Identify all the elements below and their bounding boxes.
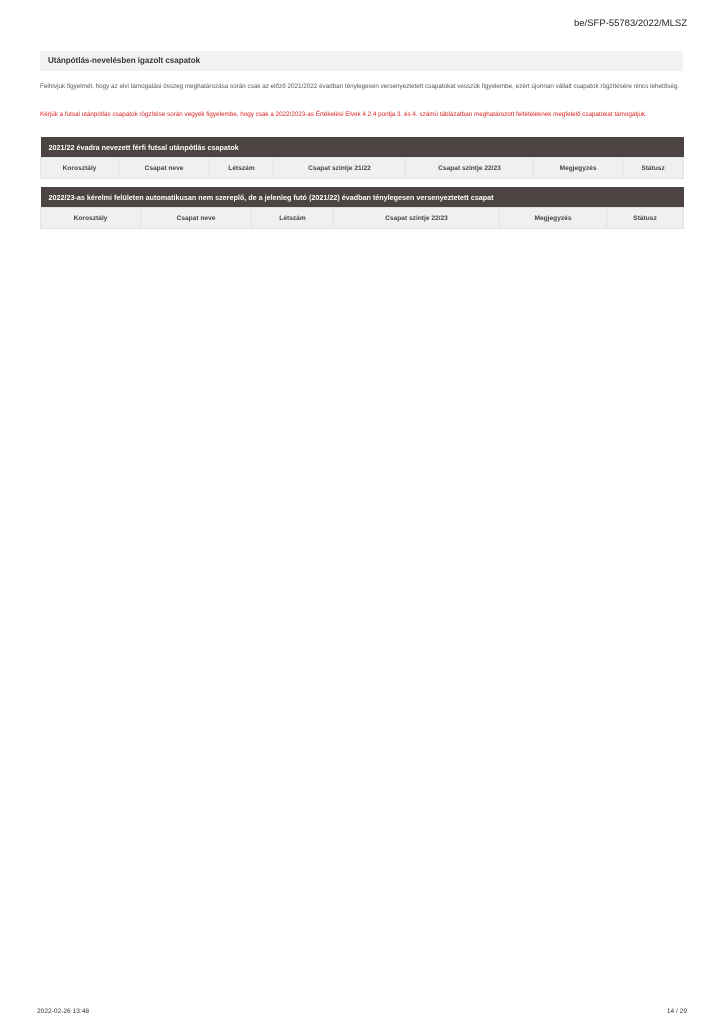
warning-notice: Kérjük a futsal utánpótlás csapatok rögzítése során vegyék figyelembe, hogy csak a 2022/2023-as Értékelési Elvek 4.2.4 pontja 3. és 4. számú táblázatban meghatározott feltételeknek megfelelő csapatokat támogatjuk. (40, 111, 647, 118)
section-title: Utánpótlás-nevelésben igazolt csapatok (48, 56, 201, 65)
table-title: 2022/23-as kérelmi felületen automatikusan nem szereplő, de a jelenleg futó (2021/22) évadban ténylegesen versenyeztetett csapat (41, 187, 684, 208)
section-header (40, 51, 683, 71)
column-header-age-group: Korosztály (41, 158, 119, 179)
column-header-team-name: Csapat neve (141, 208, 252, 229)
column-header-team-name: Csapat neve (119, 158, 210, 179)
table-title: 2021/22 évadra nevezett férfi futsal utánpótlás csapatok (41, 137, 684, 158)
footer-timestamp: 2022-02-26 13:48 (37, 1008, 90, 1015)
column-header-status: Státusz (623, 158, 684, 179)
column-header-level-22-23: Csapat szintje 22/23 (334, 208, 500, 229)
column-header-headcount: Létszám (210, 158, 274, 179)
column-header-note: Megjegyzés (534, 158, 623, 179)
column-header-level-21-22: Csapat szintje 21/22 (274, 158, 406, 179)
column-header-note: Megjegyzés (500, 208, 607, 229)
page-number: 14 / 29 (666, 1008, 687, 1015)
document-reference: be/SFP-55783/2022/MLSZ (573, 18, 687, 29)
column-header-age-group: Korosztály (41, 208, 141, 229)
futsal-youth-teams-table (40, 137, 684, 179)
column-header-level-22-23: Csapat szintje 22/23 (406, 158, 534, 179)
column-header-status: Státusz (607, 208, 684, 229)
non-automatic-teams-table (40, 187, 684, 229)
info-notice: Felhívjuk figyelmét, hogy az elvi támogatási összeg meghatározása során csak az előző 2021/2022 évadban ténylegesen versenyeztetett csapatokat vesszük figyelembe, ezért újonnan vállalt csapatok rögzítésére nincs lehetőség. (40, 83, 680, 90)
column-header-headcount: Létszám (252, 208, 334, 229)
